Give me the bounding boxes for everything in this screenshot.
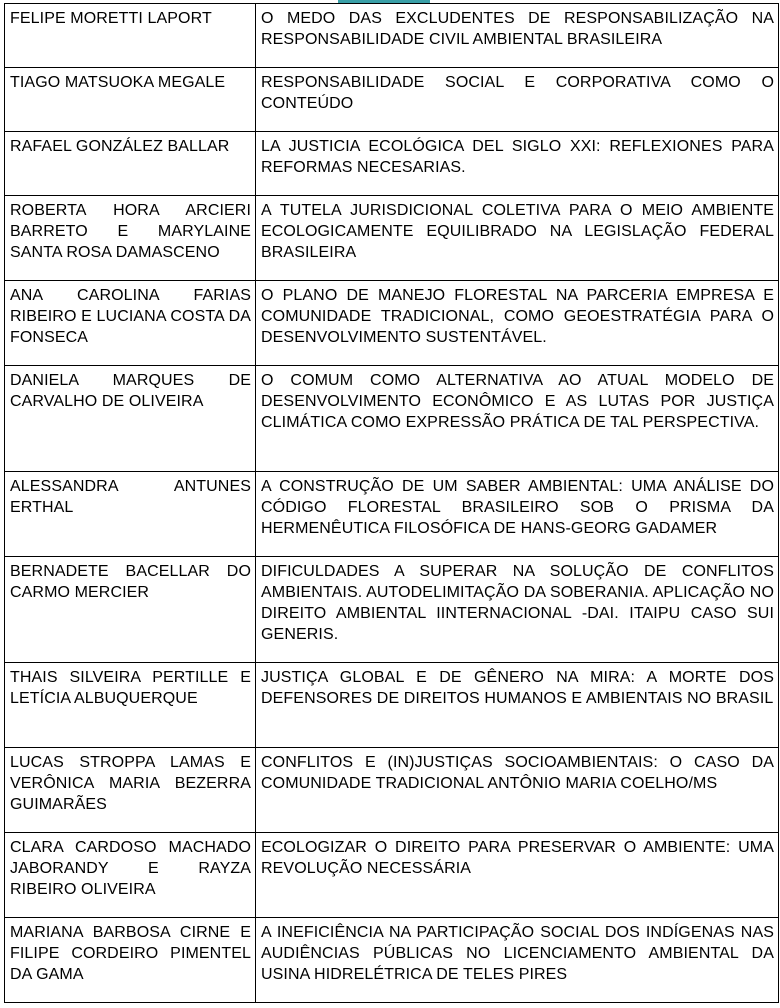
table-row bbox=[5, 281, 779, 366]
title-cell: LA JUSTICIA ECOLÓGICA DEL SIGLO XXI: REFLEXIONES PARA REFORMAS NECESARIAS. bbox=[256, 132, 779, 196]
title-cell: A INEFICIÊNCIA NA PARTICIPAÇÃO SOCIAL DOS INDÍGENAS NAS AUDIÊNCIAS PÚBLICAS NO LICENCIAMENTO AMBIENTAL DA USINA HIDRELÉTRICA DE TELES PIRES bbox=[256, 918, 779, 1003]
author-cell: LUCAS STROPPA LAMAS E VERÔNICA MARIA BEZERRA GUIMARÃES bbox=[5, 748, 256, 833]
table-row bbox=[5, 748, 779, 833]
authors-titles-table bbox=[4, 3, 779, 1003]
table-row bbox=[5, 4, 779, 68]
table-row bbox=[5, 663, 779, 748]
author-cell: RAFAEL GONZÁLEZ BALLAR bbox=[5, 132, 256, 196]
table-row bbox=[5, 557, 779, 663]
title-cell: O PLANO DE MANEJO FLORESTAL NA PARCERIA EMPRESA E COMUNIDADE TRADICIONAL, COMO GEOESTRATÉGIA PARA O DESENVOLVIMENTO SUSTENTÁVEL. bbox=[256, 281, 779, 366]
table-row bbox=[5, 196, 779, 281]
title-cell: DIFICULDADES A SUPERAR NA SOLUÇÃO DE CONFLITOS AMBIENTAIS. AUTODELIMITAÇÃO DA SOBERANIA. APLICAÇÃO NO DIREITO AMBIENTAL IINTERNACIONAL -DAI. ITAIPU CASO SUI GENERIS. bbox=[256, 557, 779, 663]
table-row bbox=[5, 132, 779, 196]
title-cell: A TUTELA JURISDICIONAL COLETIVA PARA O MEIO AMBIENTE ECOLOGICAMENTE EQUILIBRADO NA LEGISLAÇÃO FEDERAL BRASILEIRA bbox=[256, 196, 779, 281]
table-row bbox=[5, 472, 779, 557]
author-cell: BERNADETE BACELLAR DO CARMO MERCIER bbox=[5, 557, 256, 663]
table-row bbox=[5, 68, 779, 132]
title-cell: ECOLOGIZAR O DIREITO PARA PRESERVAR O AMBIENTE: UMA REVOLUÇÃO NECESSÁRIA bbox=[256, 833, 779, 918]
author-cell: ROBERTA HORA ARCIERI BARRETO E MARYLAINE SANTA ROSA DAMASCENO bbox=[5, 196, 256, 281]
title-cell: RESPONSABILIDADE SOCIAL E CORPORATIVA COMO O CONTEÚDO bbox=[256, 68, 779, 132]
author-cell: THAIS SILVEIRA PERTILLE E LETÍCIA ALBUQUERQUE bbox=[5, 663, 256, 748]
table-row bbox=[5, 366, 779, 472]
author-cell: ANA CAROLINA FARIAS RIBEIRO E LUCIANA COSTA DA FONSECA bbox=[5, 281, 256, 366]
author-cell: TIAGO MATSUOKA MEGALE bbox=[5, 68, 256, 132]
table-row bbox=[5, 833, 779, 918]
author-cell: ALESSANDRA ANTUNES ERTHAL bbox=[5, 472, 256, 557]
author-cell: FELIPE MORETTI LAPORT bbox=[5, 4, 256, 68]
title-cell: O MEDO DAS EXCLUDENTES DE RESPONSABILIZAÇÃO NA RESPONSABILIDADE CIVIL AMBIENTAL BRASILEIRA bbox=[256, 4, 779, 68]
title-cell: CONFLITOS E (IN)JUSTIÇAS SOCIOAMBIENTAIS: O CASO DA COMUNIDADE TRADICIONAL ANTÔNIO MARIA COELHO/MS bbox=[256, 748, 779, 833]
title-cell: O COMUM COMO ALTERNATIVA AO ATUAL MODELO DE DESENVOLVIMENTO ECONÔMICO E AS LUTAS POR JUSTIÇA CLIMÁTICA COMO EXPRESSÃO PRÁTICA DE TAL PERSPECTIVA. bbox=[256, 366, 779, 472]
title-cell: A CONSTRUÇÃO DE UM SABER AMBIENTAL: UMA ANÁLISE DO CÓDIGO FLORESTAL BRASILEIRO SOB O PRISMA DA HERMENÊUTICA FILOSÓFICA DE HANS-GEORG GADAMER bbox=[256, 472, 779, 557]
title-cell: JUSTIÇA GLOBAL E DE GÊNERO NA MIRA: A MORTE DOS DEFENSORES DE DIREITOS HUMANOS E AMBIENTAIS NO BRASIL bbox=[256, 663, 779, 748]
author-cell: DANIELA MARQUES DE CARVALHO DE OLIVEIRA bbox=[5, 366, 256, 472]
author-cell: CLARA CARDOSO MACHADO JABORANDY E RAYZA RIBEIRO OLIVEIRA bbox=[5, 833, 256, 918]
table-row bbox=[5, 918, 779, 1003]
author-cell: MARIANA BARBOSA CIRNE E FILIPE CORDEIRO PIMENTEL DA GAMA bbox=[5, 918, 256, 1003]
